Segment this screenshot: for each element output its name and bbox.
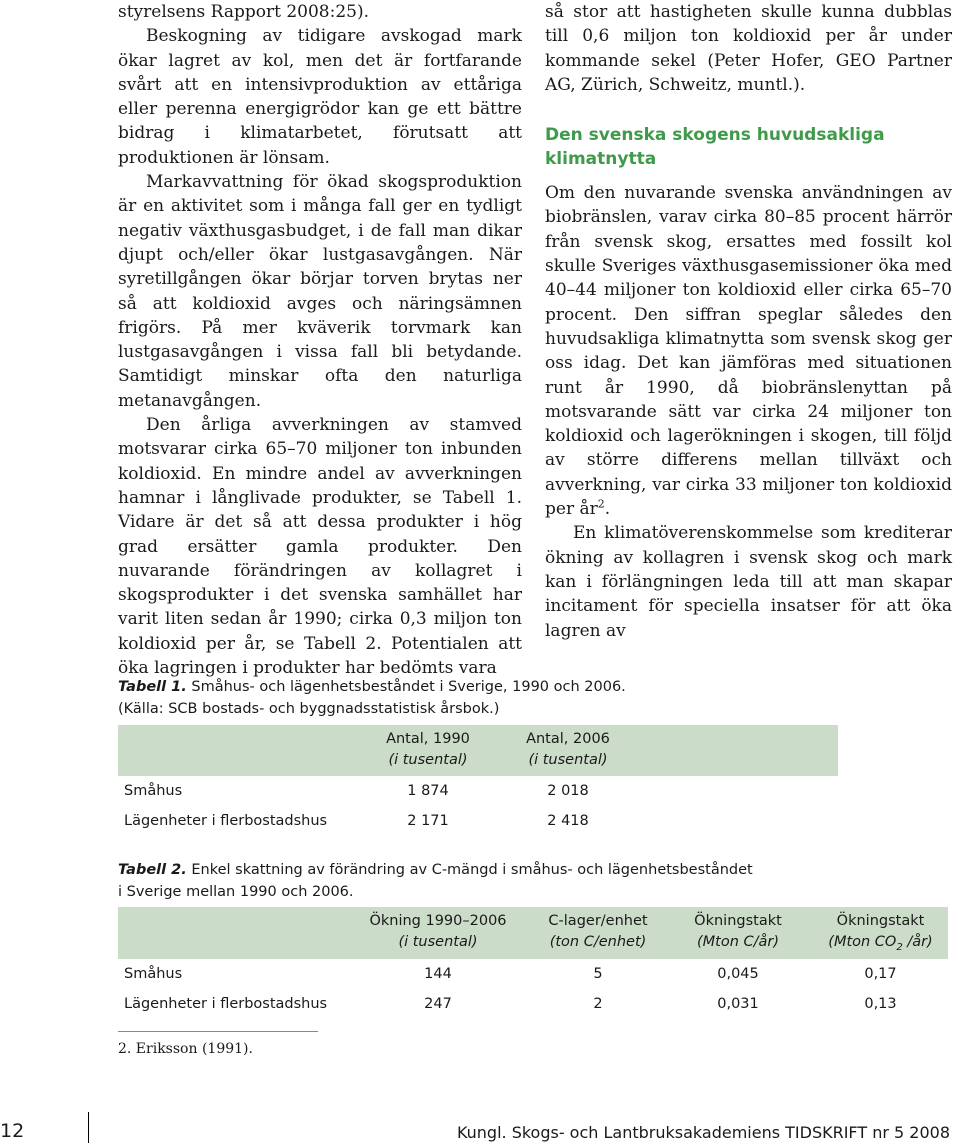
- table1-caption-source: (Källa: SCB bostads- och byggnadsstatistisk årsbok.): [118, 701, 500, 717]
- unit-text: /år): [902, 934, 933, 950]
- col-header-title: Ökning 1990–2006: [369, 913, 507, 929]
- table-cell: 2 171: [407, 813, 449, 829]
- table1-caption-text: Småhus- och lägenhetsbeståndet i Sverige, 1990 och 2006.: [186, 679, 626, 695]
- paragraph-end: .: [604, 499, 611, 520]
- paragraph: styrelsens Rapport 2008:25).: [118, 2, 369, 22]
- table2-col-header: [528, 911, 668, 953]
- table1-col-header: [358, 729, 498, 771]
- table-cell: 0,031: [717, 996, 759, 1012]
- paragraph: En klimatöverenskommelse som krediterar ökning av kollagren i svensk skog och mark kan i förlängningen leda till att man skapar incitament för speciella insatser för att öka lagren av: [545, 523, 952, 641]
- col-header-unit: [813, 932, 948, 958]
- table1-label: Tabell 1.: [118, 679, 187, 695]
- col-header-unit: (ton C/enhet): [549, 934, 647, 950]
- col-header-title: Antal, 1990: [386, 731, 470, 747]
- right-column: [545, 0, 952, 643]
- col-header-title: Antal, 2006: [526, 731, 610, 747]
- table1-caption: [118, 676, 818, 720]
- col-header-unit: (i tusental): [388, 752, 468, 768]
- table-row-label: Småhus: [124, 966, 183, 982]
- table-cell: 5: [593, 966, 603, 982]
- table1-col-header: [503, 729, 633, 771]
- page-number: 12: [0, 1120, 25, 1142]
- unit-text: (Mton CO: [828, 934, 897, 950]
- table2-caption: [118, 859, 818, 903]
- table-row-label: Lägenheter i flerbostadshus: [124, 813, 328, 829]
- paragraph: Den årliga avverkningen av stamved motsvarar cirka 65–70 miljoner ton inbunden koldioxid. En mindre andel av avverkningen hamnar i långlivade produkter, se Tabell 1. Vidare är det så att dessa produkter i hög grad ersätter gamla produkter. Den nuvarande förändringen av kollagret i skogsprodukter i det svenska samhället har varit liten sedan år 1990; cirka 0,3 miljon ton koldioxid per år, se Tabell 2. Potentialen att öka lagringen i produkter har bedömts vara: [118, 415, 522, 679]
- table2-caption-text: Enkel skattning av förändring av C-mängd i småhus- och lägenhetsbeståndet: [186, 862, 753, 878]
- left-column: [118, 0, 522, 680]
- table-cell: 2 018: [547, 783, 589, 799]
- col-header-title: Ökningstakt: [836, 913, 925, 929]
- col-header-unit: (i tusental): [528, 752, 608, 768]
- footnote: 2. Eriksson (1991).: [118, 1041, 253, 1057]
- table2-col-header: [358, 911, 518, 953]
- paragraph: Markavvattning för ökad skogsproduktion är en aktivitet som i många fall ger en tydligt negativ växthusgasbudget, i de fall man dikar djupt och/eller ökar lustgasavgången. När syretillgången ökar börjar torven brytas ner så att koldioxid avges och näringsämnen frigörs. På mer kväverik torvmark kan lustgasavgången i vissa fall bli betydande. Samtidigt minskar ofta den naturliga metanavgången.: [118, 172, 522, 411]
- table2-col-header: [673, 911, 803, 953]
- paragraph: så stor att hastigheten skulle kunna dubblas till 0,6 miljon ton koldioxid per år under kommande sekel (Peter Hofer, GEO Partner AG, Zürich, Schweitz, muntl.).: [545, 2, 952, 95]
- col-header-title: C-lager/enhet: [548, 913, 648, 929]
- table-cell: 247: [424, 996, 452, 1012]
- table1: [118, 725, 838, 840]
- table-cell: 1 874: [407, 783, 449, 799]
- col-header-unit: (i tusental): [398, 934, 478, 950]
- paragraph: Beskogning av tidigare avskogad mark ökar lagret av kol, men det är fortfarande svårt att en intensivproduktion av ettåriga eller perenna energigrödor kan ge ett bättre bidrag i klimatarbetet, förutsatt att produktionen är lönsam.: [118, 26, 522, 168]
- paragraph: [545, 181, 952, 521]
- table-cell: 144: [424, 966, 452, 982]
- table-row-label: Lägenheter i flerbostadshus: [124, 996, 328, 1012]
- table-cell: 0,17: [864, 966, 897, 982]
- table2: [118, 907, 948, 1022]
- table-cell: 2 418: [547, 813, 589, 829]
- table-cell: 0,13: [864, 996, 897, 1012]
- footnote-divider: [118, 1031, 318, 1032]
- footer-divider: [88, 1112, 89, 1143]
- col-header-title: Ökningstakt: [694, 913, 782, 929]
- table2-label: Tabell 2.: [118, 862, 187, 878]
- table-cell: 0,045: [717, 966, 759, 982]
- paragraph-text: Om den nuvarande svenska användningen av biobränslen, varav cirka 80–85 procent härrör från svensk skog, ersattes med fossilt kol skulle Sveriges växthusgasemissioner öka med 40–44 miljoner ton koldioxid eller cirka 65–70 procent. Den siffran speglar således den huvudsakliga klimatnytta som svensk skog ger oss idag. Det kan jämföras med situationen runt år 1990, då biobränslenyttan på motsvarande sätt var cirka 24 miljoner ton koldioxid och lagerökningen i skogen, till följd av större differens mellan tillväxt och avverkning, var cirka 33 miljoner ton koldioxid per år: [545, 183, 952, 520]
- unit-subscript: 2: [896, 941, 903, 953]
- table-row-label: Småhus: [124, 783, 183, 799]
- footnote-ref: 2: [597, 497, 605, 511]
- table-cell: 2: [593, 996, 603, 1012]
- table2-col-header: [813, 911, 948, 958]
- table2-caption-cont: i Sverige mellan 1990 och 2006.: [118, 884, 354, 900]
- section-heading: Den svenska skogens huvudsakliga klimatnytta: [545, 125, 885, 170]
- journal-footer: Kungl. Skogs- och Lantbruksakademiens TIDSKRIFT nr 5 2008: [456, 1123, 950, 1142]
- col-header-unit: (Mton C/år): [696, 934, 780, 950]
